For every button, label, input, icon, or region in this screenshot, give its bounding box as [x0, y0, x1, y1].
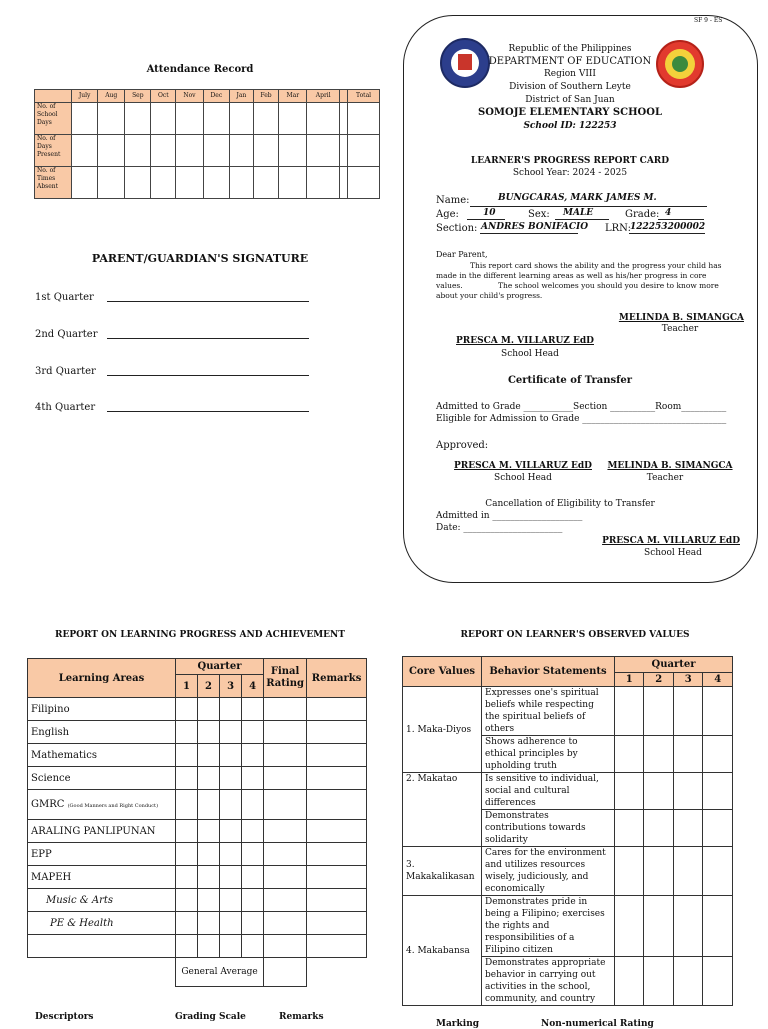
school-head-role: School Head: [501, 349, 559, 359]
col-remarks: Remarks: [307, 659, 367, 698]
month-header: Nov: [176, 90, 203, 103]
gmrc-note: (Good Manners and Right Conduct): [67, 803, 159, 809]
month-header: Total: [348, 90, 380, 103]
form-code: SF 9 - ES: [694, 17, 723, 24]
school-head-name: PRESCA M. VILLARUZ EdD: [456, 336, 594, 346]
quarter-4-label: 4th Quarter: [35, 402, 96, 413]
marking-label: Marking: [436, 1019, 480, 1029]
learning-area: ARALING PANLIPUNAN: [28, 820, 176, 843]
division-label: Division of Southern Leyte: [509, 82, 631, 92]
month-header: Dec: [203, 90, 230, 103]
month-header: April: [307, 90, 340, 103]
letter-paragraph-1: This report card shows the ability and the progress your child has made in the different learning areas as well as his/her progress in core values.: [436, 261, 722, 290]
approved-label: Approved:: [436, 440, 489, 451]
behavior-statement: Demonstrates contributions towards solidarity: [482, 810, 615, 847]
learner-sex: MALE: [563, 208, 594, 218]
signature-line-q2: [107, 338, 309, 339]
signature-line-q4: [107, 411, 309, 412]
attendance-title: Attendance Record: [146, 64, 254, 75]
signature-line-q1: [107, 301, 309, 302]
learning-area: Science: [28, 767, 176, 790]
learner-age: 10: [483, 208, 496, 218]
cancellation-title: Cancellation of Eligibility to Transfer: [485, 499, 655, 509]
division-seal-icon: [656, 40, 704, 88]
learning-area-sub: PE & Health: [28, 912, 176, 935]
values-q4-header: 4: [703, 673, 733, 687]
col-learning-areas: Learning Areas: [28, 659, 176, 698]
month-header: Jan: [230, 90, 254, 103]
values-q3-header: 3: [673, 673, 702, 687]
core-value: 1. Maka-Diyos: [403, 687, 482, 773]
attendance-row-label: No. of Days Present: [35, 135, 72, 167]
month-header: [340, 90, 348, 103]
date-line: Date: ______________________: [436, 523, 563, 533]
learning-area-gmrc: GMRC (Good Manners and Right Conduct): [28, 790, 176, 820]
republic-label: Republic of the Philippines: [508, 44, 632, 54]
behavior-statement: Demonstrates pride in being a Filipino; exercises the rights and responsibilities of a Filipino citizen: [482, 896, 615, 957]
learner-grade: 4: [665, 208, 672, 218]
signature-line-q3: [107, 375, 309, 376]
dear-parent: Dear Parent,: [436, 250, 488, 259]
teacher-role: Teacher: [661, 324, 699, 334]
transfer-head-role: School Head: [494, 473, 552, 483]
observed-values-table: [402, 656, 733, 1006]
remarks-label: Remarks: [279, 1012, 324, 1022]
core-value: 4. Makabansa: [403, 896, 482, 1006]
values-q1-header: 1: [615, 673, 644, 687]
learning-area: MAPEH: [28, 866, 176, 889]
letter-paragraph-2: The school welcomes you should you desire to know more about your child's progress.: [436, 281, 719, 300]
attendance-row-label: No. of School Days: [35, 103, 72, 135]
quarter-3-label: 3rd Quarter: [35, 366, 96, 377]
values-col-quarter: Quarter: [615, 657, 733, 673]
sex-label: Sex:: [528, 209, 550, 220]
parent-signature-title: PARENT/GUARDIAN'S SIGNATURE: [91, 252, 309, 265]
learning-area-sub: Music & Arts: [28, 889, 176, 912]
month-header: Sep: [125, 90, 151, 103]
non-numerical-label: Non-numerical Rating: [541, 1019, 654, 1029]
behavior-statement: Cares for the environment and utilizes resources wisely, judiciously, and economically: [482, 847, 615, 896]
report-card-title: LEARNER'S PROGRESS REPORT CARD: [470, 156, 670, 166]
age-label: Age:: [436, 209, 459, 220]
quarter-4-header: 4: [242, 675, 264, 698]
learning-area: Mathematics: [28, 744, 176, 767]
attendance-row-label: No. of Times Absent: [35, 167, 72, 199]
month-header: Oct: [151, 90, 176, 103]
school-year: School Year: 2024 - 2025: [512, 168, 628, 178]
lrn-label: LRN:: [605, 223, 631, 234]
learner-lrn: 122253200002: [630, 222, 706, 232]
grading-scale-label: Grading Scale: [175, 1012, 246, 1022]
transfer-teacher-role: Teacher: [646, 473, 684, 483]
learner-name: BUNGCARAS, MARK JAMES M.: [498, 193, 657, 203]
observed-values-title: REPORT ON LEARNER'S OBSERVED VALUES: [460, 630, 690, 640]
teacher-name: MELINDA B. SIMANGCA: [618, 313, 744, 323]
values-q2-header: 2: [644, 673, 673, 687]
learner-section: ANDRES BONIFACIO: [481, 222, 589, 232]
quarter-2-header: 2: [198, 675, 220, 698]
col-final-rating: Final Rating: [264, 659, 307, 698]
quarter-3-header: 3: [220, 675, 242, 698]
behavior-statement: Demonstrates appropriate behavior in carrying out activities in the school, community, and country: [482, 957, 615, 1006]
admitted-in-line: Admitted in ____________________: [436, 511, 583, 521]
quarter-1-header: 1: [175, 675, 197, 698]
month-header: July: [72, 90, 98, 103]
month-header: Feb: [253, 90, 279, 103]
cancel-head-role: School Head: [644, 548, 702, 558]
attendance-table: [34, 89, 380, 199]
learning-progress-title: REPORT ON LEARNING PROGRESS AND ACHIEVEMENT: [55, 630, 345, 640]
descriptors-label: Descriptors: [35, 1012, 94, 1022]
col-behavior-statements: Behavior Statements: [482, 657, 615, 687]
section-label: Section:: [436, 223, 478, 234]
region-label: Region VIII: [544, 69, 596, 79]
general-average-label: General Average: [175, 958, 263, 987]
name-label: Name:: [436, 195, 470, 206]
district-label: District of San Juan: [525, 95, 615, 105]
admitted-grade-line: Admitted to Grade ___________Section __________Room__________: [436, 402, 727, 412]
school-name: SOMOJE ELEMENTARY SCHOOL: [477, 107, 662, 118]
certificate-title: Certificate of Transfer: [507, 375, 633, 386]
learning-area: English: [28, 721, 176, 744]
eligible-line: Eligible for Admission to Grade ________________________________: [436, 414, 727, 424]
col-quarter: Quarter: [175, 659, 263, 675]
quarter-1-label: 1st Quarter: [35, 292, 94, 303]
core-value: 2. Makatao: [403, 773, 482, 847]
transfer-head-name: PRESCA M. VILLARUZ EdD: [454, 461, 592, 471]
school-id: School ID: 122253: [523, 121, 617, 131]
learning-progress-table: [27, 658, 367, 987]
transfer-teacher-name: MELINDA B. SIMANGCA: [607, 461, 733, 471]
month-header: Mar: [279, 90, 307, 103]
department-label: DEPARTMENT OF EDUCATION: [488, 56, 652, 67]
learning-area: EPP: [28, 843, 176, 866]
month-header: Aug: [98, 90, 125, 103]
learning-area: Filipino: [28, 698, 176, 721]
behavior-statement: Is sensitive to individual, social and cultural differences: [482, 773, 615, 810]
quarter-2-label: 2nd Quarter: [35, 329, 98, 340]
cancel-head-name: PRESCA M. VILLARUZ EdD: [602, 536, 740, 546]
grade-label: Grade:: [625, 209, 660, 220]
core-value: 3. Makakalikasan: [403, 847, 482, 896]
col-core-values: Core Values: [403, 657, 482, 687]
behavior-statement: Expresses one's spiritual beliefs while respecting the spiritual beliefs of others: [482, 687, 615, 736]
behavior-statement: Shows adherence to ethical principles by upholding truth: [482, 736, 615, 773]
